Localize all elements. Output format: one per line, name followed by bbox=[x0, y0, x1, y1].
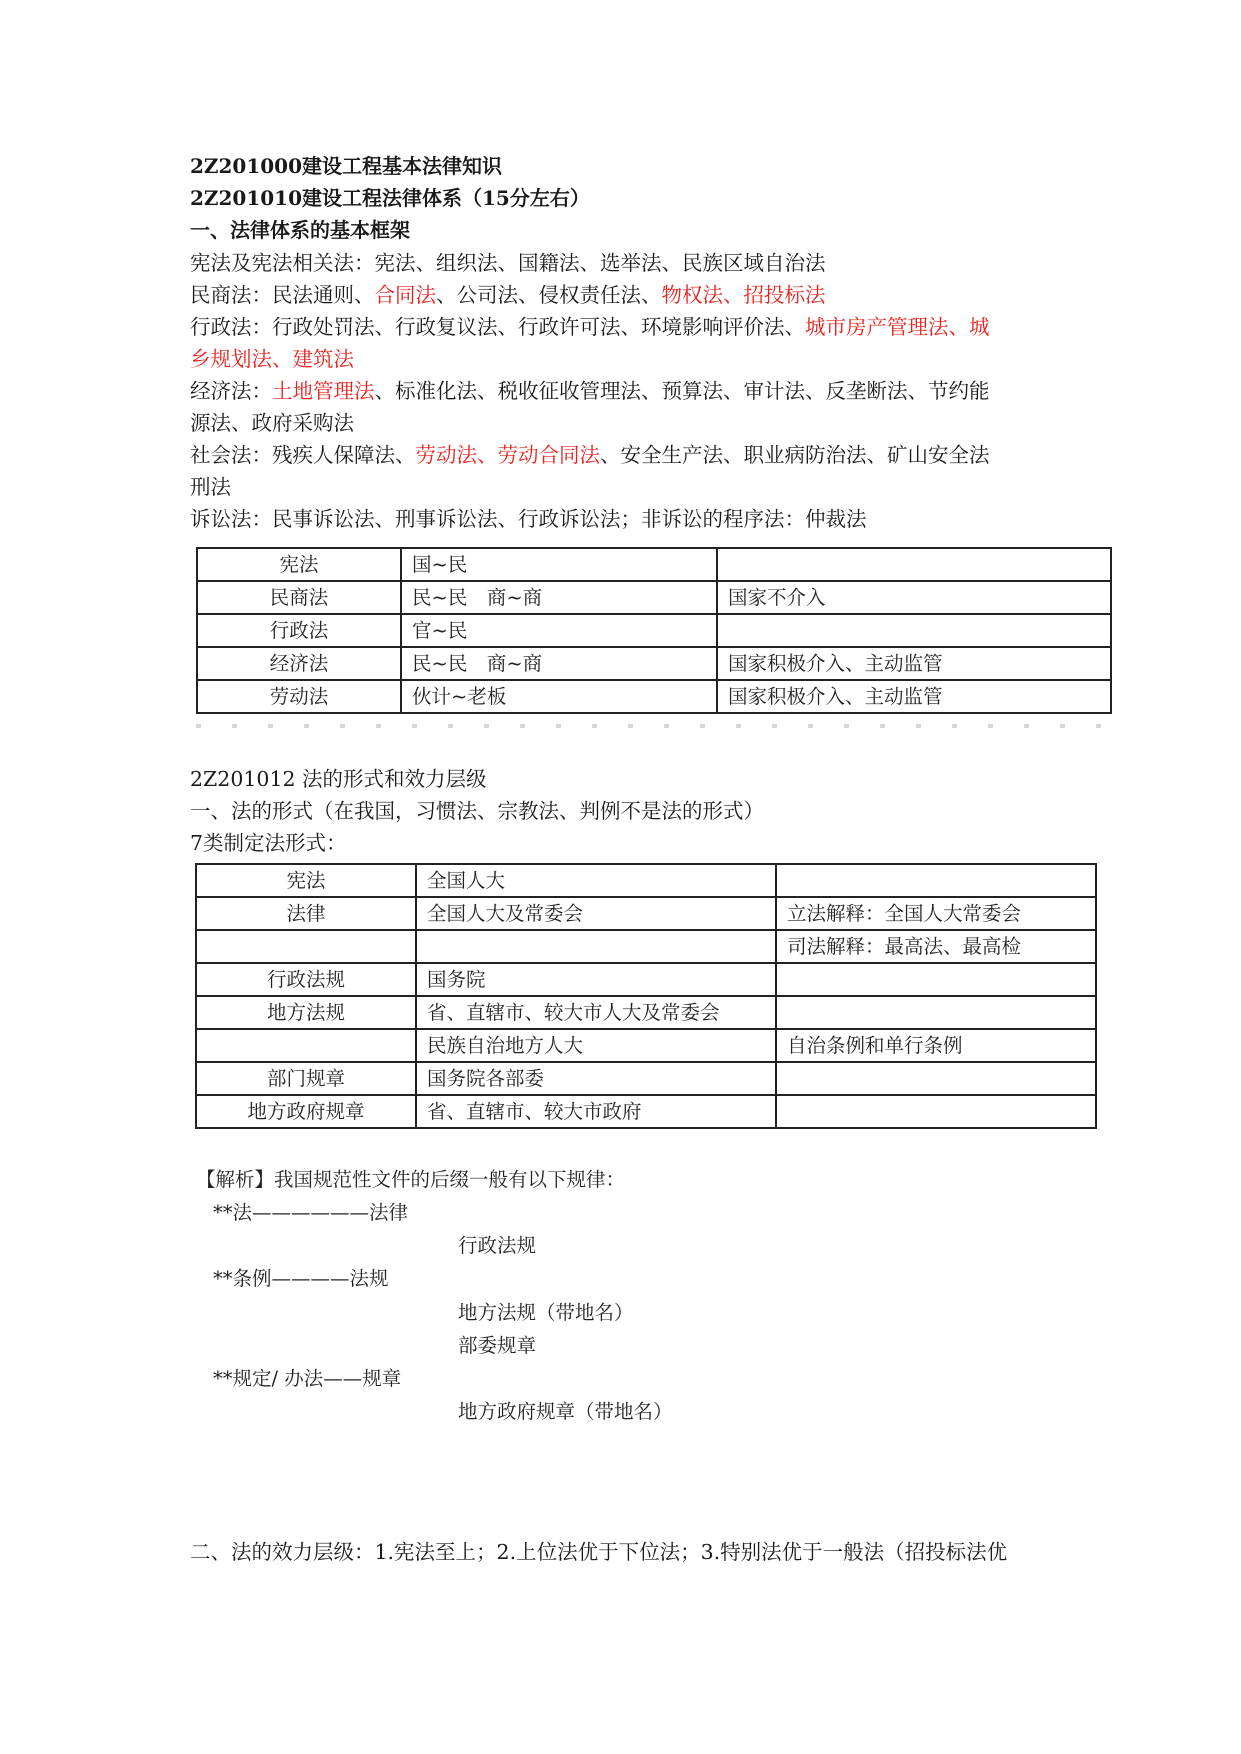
line-economic-cont: 源法、政府采购法 bbox=[190, 411, 354, 435]
table-cell: 国家积极介入、主动监管 bbox=[717, 647, 1111, 680]
forms-subheading: 一、法的形式（在我国，习惯法、宗教法、判例不是法的形式） bbox=[190, 799, 764, 823]
highlight-segment: 城市房产管理法、城 bbox=[805, 315, 990, 339]
analysis-dept-rules: 部委规章 bbox=[458, 1334, 537, 1357]
analysis-title: 【解析】我国规范性文件的后缀一般有以下规律： bbox=[196, 1168, 626, 1191]
heading-chapter: 2Z201000建设工程基本法律知识 bbox=[190, 154, 503, 178]
line-social bbox=[190, 440, 990, 470]
table-cell: 民~民 商~商 bbox=[401, 581, 717, 614]
table-cell: 立法解释：全国人大常委会 bbox=[776, 897, 1096, 930]
line-effectiveness-hierarchy: 二、法的效力层级：1.宪法至上；2.上位法优于下位法；3.特别法优于一般法（招投标法优 bbox=[190, 1540, 1008, 1564]
table-cell: 民族自治地方人大 bbox=[416, 1029, 776, 1062]
table-row bbox=[196, 1029, 1096, 1062]
highlight-segment: 物权法、招投标法 bbox=[661, 283, 826, 307]
table-row bbox=[197, 614, 1111, 647]
table-cell: 民商法 bbox=[197, 581, 401, 614]
table-cell: 行政法规 bbox=[196, 963, 416, 996]
table-row bbox=[196, 864, 1096, 897]
table-row bbox=[197, 647, 1111, 680]
table-cell bbox=[196, 930, 416, 963]
table-cell bbox=[776, 1095, 1096, 1128]
highlight-segment: 合同法 bbox=[374, 283, 436, 307]
text-segment: 社会法：残疾人保障法、 bbox=[190, 443, 416, 467]
table-cell: 宪法 bbox=[197, 548, 401, 581]
line-constitution: 宪法及宪法相关法：宪法、组织法、国籍法、选举法、民族区域自治法 bbox=[190, 251, 826, 275]
table-cell bbox=[776, 1062, 1096, 1095]
analysis-admin-regulation: 行政法规 bbox=[458, 1234, 537, 1257]
law-forms-table bbox=[195, 863, 1097, 1129]
table-row bbox=[197, 548, 1111, 581]
seven-forms-label: 7类制定法形式： bbox=[190, 831, 347, 855]
table-row bbox=[196, 930, 1096, 963]
table-cell bbox=[776, 996, 1096, 1029]
table-row bbox=[196, 963, 1096, 996]
table-cell: 国家不介入 bbox=[717, 581, 1111, 614]
table-cell: 国家积极介入、主动监管 bbox=[717, 680, 1111, 713]
table-cell: 经济法 bbox=[197, 647, 401, 680]
text-segment: 、公司法、侵权责任法、 bbox=[436, 283, 662, 307]
table-cell bbox=[776, 864, 1096, 897]
analysis-rule-rules: **规定/ 办法——规章 bbox=[213, 1367, 402, 1390]
table-cell: 国务院 bbox=[416, 963, 776, 996]
table-row bbox=[196, 1062, 1096, 1095]
line-administrative bbox=[190, 312, 990, 342]
table-cell bbox=[416, 930, 776, 963]
line-administrative-cont: 乡规划法、建筑法 bbox=[190, 347, 354, 371]
analysis-rule-law: **法——————法律 bbox=[213, 1201, 409, 1224]
table-cell: 国~民 bbox=[401, 548, 717, 581]
table-row bbox=[196, 1095, 1096, 1128]
table-cell: 民~民 商~商 bbox=[401, 647, 717, 680]
table-cell: 自治条例和单行条例 bbox=[776, 1029, 1096, 1062]
table-cell: 省、直辖市、较大市政府 bbox=[416, 1095, 776, 1128]
table-cell: 法律 bbox=[196, 897, 416, 930]
text-segment: 、标准化法、税收征收管理法、预算法、审计法、反垄断法、节约能 bbox=[374, 379, 990, 403]
heading-section: 2Z201010建设工程法律体系（15分左右） bbox=[190, 186, 590, 210]
table-cell: 行政法 bbox=[197, 614, 401, 647]
text-segment: 行政法：行政处罚法、行政复议法、行政许可法、环境影响评价法、 bbox=[190, 315, 805, 339]
table-cell: 宪法 bbox=[196, 864, 416, 897]
table-cell bbox=[196, 1029, 416, 1062]
line-civil-commercial bbox=[190, 280, 826, 310]
line-procedural: 诉讼法：民事诉讼法、刑事诉讼法、行政诉讼法；非诉讼的程序法：仲裁法 bbox=[190, 507, 867, 531]
section-title-forms: 2Z201012 法的形式和效力层级 bbox=[190, 767, 487, 791]
table-cell: 地方政府规章 bbox=[196, 1095, 416, 1128]
highlight-segment: 劳动法、劳动合同法 bbox=[415, 443, 600, 467]
table-row bbox=[197, 680, 1111, 713]
law-relation-table bbox=[196, 547, 1112, 714]
table-cell: 劳动法 bbox=[197, 680, 401, 713]
text-segment: 民商法：民法通则、 bbox=[190, 283, 375, 307]
table-cell bbox=[717, 614, 1111, 647]
text-segment: 、安全生产法、职业病防治法、矿山安全法 bbox=[600, 443, 990, 467]
line-criminal: 刑法 bbox=[190, 475, 231, 499]
analysis-rule-regulation: **条例————法规 bbox=[213, 1267, 389, 1290]
table-cell bbox=[776, 963, 1096, 996]
table-cell: 全国人大及常委会 bbox=[416, 897, 776, 930]
cropped-text-remnant bbox=[196, 724, 1116, 728]
table-row bbox=[196, 897, 1096, 930]
text-segment: 经济法： bbox=[190, 379, 272, 403]
table-cell: 司法解释：最高法、最高检 bbox=[776, 930, 1096, 963]
analysis-local-regulation: 地方法规（带地名） bbox=[458, 1301, 634, 1324]
table-cell: 全国人大 bbox=[416, 864, 776, 897]
table-cell: 伙计~老板 bbox=[401, 680, 717, 713]
table-cell bbox=[717, 548, 1111, 581]
table-cell: 国务院各部委 bbox=[416, 1062, 776, 1095]
analysis-local-gov-rules: 地方政府规章（带地名） bbox=[458, 1400, 673, 1423]
table-cell: 地方法规 bbox=[196, 996, 416, 1029]
table-cell: 部门规章 bbox=[196, 1062, 416, 1095]
table-row bbox=[196, 996, 1096, 1029]
heading-framework: 一、法律体系的基本框架 bbox=[190, 218, 410, 242]
highlight-segment: 土地管理法 bbox=[272, 379, 375, 403]
table-cell: 官~民 bbox=[401, 614, 717, 647]
line-economic bbox=[190, 376, 990, 406]
table-row bbox=[197, 581, 1111, 614]
table-cell: 省、直辖市、较大市人大及常委会 bbox=[416, 996, 776, 1029]
